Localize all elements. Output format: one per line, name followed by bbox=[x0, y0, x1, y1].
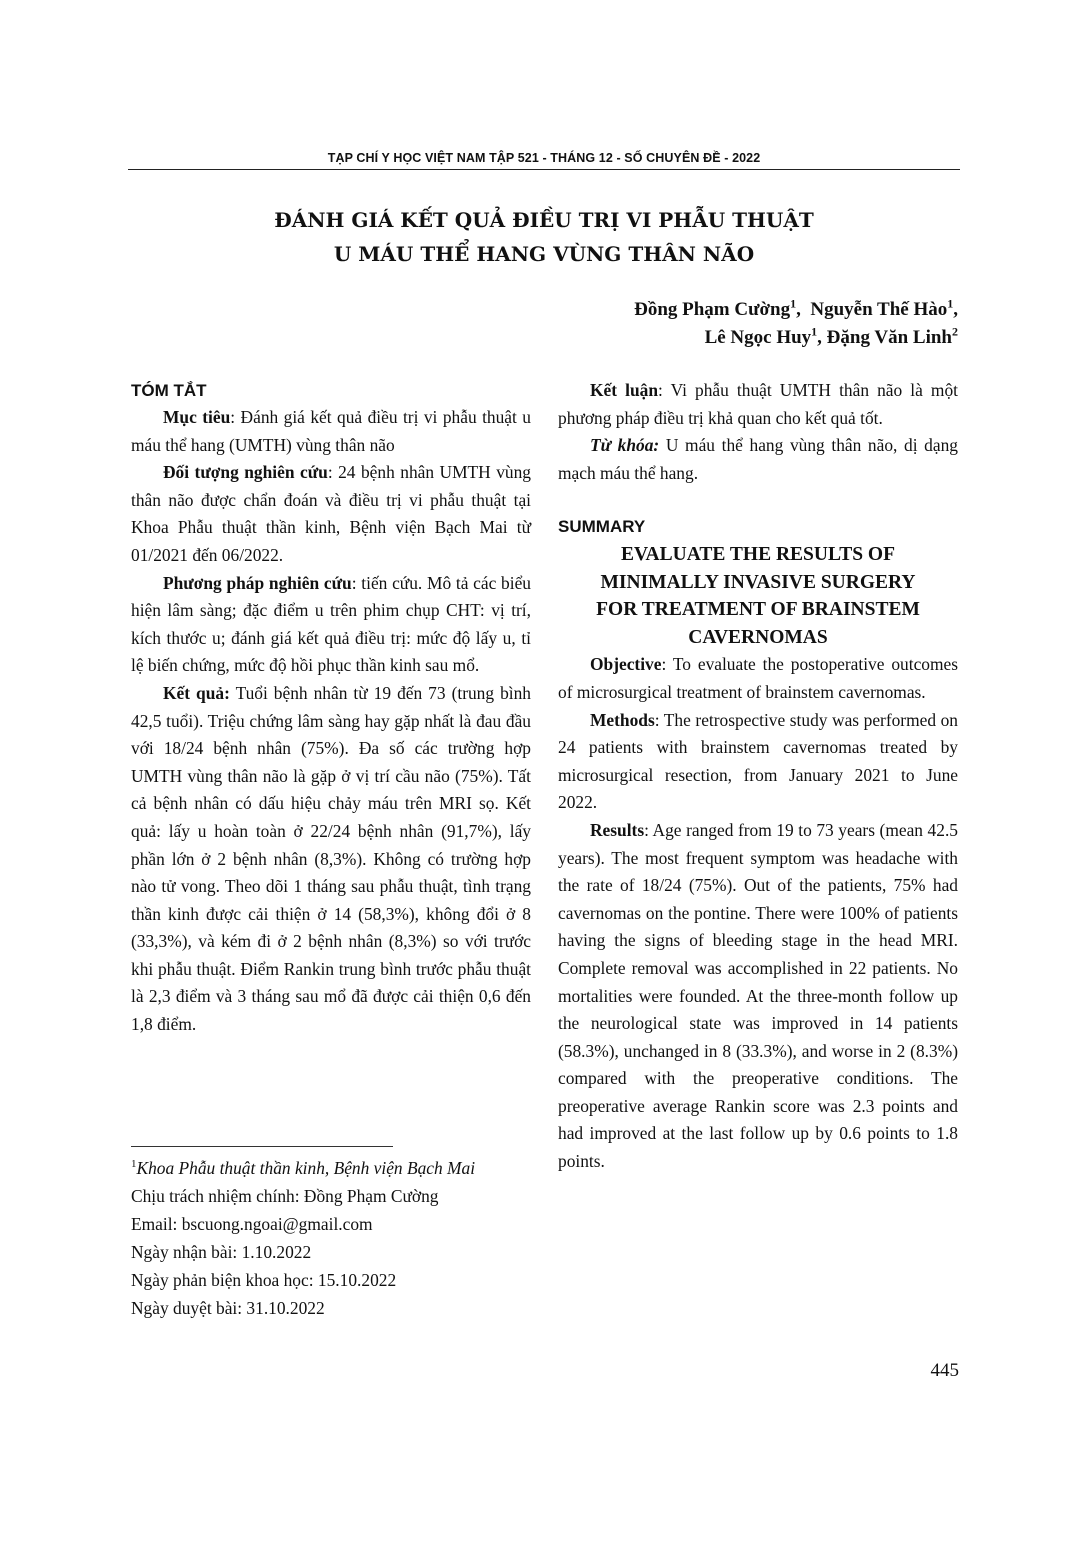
footnote-rule bbox=[131, 1146, 393, 1147]
methods-paragraph bbox=[131, 570, 531, 680]
methods-text: : tiến cứu. Mô tả các biểu hiện lâm sàng; đặc điểm u trên phim chụp CHT: vị trí, kích thước u; đánh giá kết quả điều trị: mức độ lấy u, tỉ lệ biến chứng, mức độ hồi phục thần kinh sau mổ. bbox=[131, 572, 531, 676]
approval-date: Ngày duyệt bài: 31.10.2022 bbox=[131, 1298, 325, 1318]
review-date: Ngày phản biện khoa học: 15.10.2022 bbox=[131, 1270, 397, 1290]
received-date: Ngày nhận bài: 1.10.2022 bbox=[131, 1242, 312, 1262]
conclusion-label: Kết luận bbox=[590, 380, 658, 400]
responsible-author: Chịu trách nhiệm chính: Đồng Phạm Cường bbox=[131, 1186, 439, 1206]
author-name: Nguyễn Thế Hào bbox=[810, 299, 948, 320]
methods-en-text: : The retrospective study was performed on 24 patients with brainstem cavernomas treated by microsurgical resection, from January 2021 to June 2022. bbox=[558, 709, 958, 813]
summary-title-line: EVALUATE THE RESULTS OF bbox=[620, 544, 895, 566]
author-name: Lê Ngọc Huy bbox=[704, 327, 812, 348]
article-title bbox=[128, 203, 960, 271]
objective-paragraph bbox=[131, 404, 531, 459]
summary-title-line: CAVERNOMAS bbox=[688, 626, 828, 648]
affiliation-text: Khoa Phẫu thuật thần kinh, Bệnh viện Bạch Mai bbox=[136, 1158, 476, 1178]
summary-heading: SUMMARY bbox=[558, 517, 646, 537]
objective-en-paragraph bbox=[558, 651, 958, 706]
summary-title bbox=[558, 541, 958, 651]
methods-label: Phương pháp nghiên cứu bbox=[163, 572, 352, 593]
results-paragraph bbox=[131, 680, 531, 1039]
objective-en-text: : To evaluate the postoperative outcomes of microsurgical treatment of brainstem cavernomas. bbox=[558, 654, 958, 702]
keywords-text: U máu thể hang vùng thân não, dị dạng mạch máu thể hang. bbox=[558, 435, 958, 483]
affiliation-note bbox=[131, 1154, 551, 1182]
affiliation-note-mark: 1 bbox=[131, 1158, 137, 1171]
methods-en-paragraph bbox=[558, 707, 958, 817]
conclusion-paragraph bbox=[558, 377, 958, 432]
affiliation-mark: 1 bbox=[790, 296, 797, 311]
header-rule bbox=[128, 169, 960, 170]
subjects-paragraph bbox=[131, 459, 531, 569]
title-line-2: U MÁU THỂ HANG VÙNG THÂN NÃO bbox=[333, 242, 755, 266]
author-name: Đặng Văn Linh bbox=[826, 327, 952, 348]
keywords-paragraph bbox=[558, 432, 958, 487]
results-text: Tuổi bệnh nhân từ 19 đến 73 (trung bình 42,5 tuổi). Triệu chứng lâm sàng hay gặp nhất là đau đầu với 18/24 bệnh nhân (75%). Đa số các trường hợp UMTH vùng thân não là gặp ở vị trí cầu não (75%). Tất cả bệnh nhân có dấu hiệu chảy máu trên MRI sọ. Kết quả: lấy u hoàn toàn ở 22/24 bệnh nhân (91,7%), lấy phần lớn ở 2 bệnh nhân (8,3%). Không có trường hợp nào tử vong. Theo dõi 1 tháng sau phẫu thuật, tình trạng thần kinh được cải thiện ở 14 (58,3%), không đổi ở 8 (33,3%), và kém đi ở 2 bệnh nhân (8,3%) so với trước khi phẫu thuật. Điểm Rankin trung bình trước phẫu thuật là 2,3 điểm và 3 tháng sau mổ đã được cải thiện 0,6 đến 1,8 điểm. bbox=[131, 682, 531, 1035]
affiliation-mark: 2 bbox=[952, 324, 958, 339]
author-name: Đồng Phạm Cường bbox=[634, 299, 791, 320]
results-en-paragraph bbox=[558, 817, 958, 1176]
page-number: 445 bbox=[930, 1360, 959, 1381]
keywords-label: Từ khóa: bbox=[590, 435, 660, 456]
affiliation-mark: 1 bbox=[947, 296, 954, 311]
summary-title-line: FOR TREATMENT OF BRAINSTEM bbox=[596, 599, 920, 621]
title-line-1: ĐÁNH GIÁ KẾT QUẢ ĐIỀU TRỊ VI PHẪU THUẬT bbox=[274, 208, 814, 232]
results-en-label: Results bbox=[590, 819, 645, 840]
objective-en-label: Objective bbox=[590, 654, 662, 675]
right-column bbox=[558, 377, 958, 1176]
abstract-vi-column bbox=[131, 381, 531, 1039]
journal-header: TẠP CHÍ Y HỌC VIỆT NAM TẬP 521 - THÁNG 12 - SỐ CHUYÊN ĐỀ - 2022 bbox=[327, 151, 761, 165]
footnotes bbox=[131, 1154, 551, 1322]
author-line-2: Lê Ngọc Huy$^1$, Đặng Văn Linh$^2$ bbox=[704, 324, 958, 348]
affiliation-mark: 1 bbox=[811, 324, 818, 339]
objective-label: Mục tiêu bbox=[163, 407, 231, 427]
subjects-text: : 24 bệnh nhân UMTH vùng thân não được chẩn đoán và điều trị vi phẫu thuật tại Khoa Phẫu thuật thần kinh, Bệnh viện Bạch Mai từ 01/2021 đến 06/2022. bbox=[131, 462, 531, 565]
summary-title-line: MINIMALLY INVASIVE SURGERY bbox=[600, 571, 916, 593]
author-line-1: Đồng Phạm Cường$^1$, Nguyễn Thế Hào$^1$, bbox=[634, 296, 958, 320]
contact-email: Email: bscuong.ngoai@gmail.com bbox=[131, 1214, 373, 1234]
results-en-text: : Age ranged from 19 to 73 years (mean 42.5 years). The most frequent symptom was headache with the rate of 18/24 (75%). Out of the patients, 75% had cavernomas on the pontine. There were 100% of patients having the signs of bleeding stage in the head MRI. Complete removal was accomplished in 22 patients. No mortalities were founded. At the three-month follow up the neurological state was improved in 14 patients (58.3%), unchanged in 8 (33.3%), and worse in 2 (8.3%) compared with the preoperative conditions. The preoperative average Rankin score was 2.3 points and had improved at the last follow up by 0.6 points to 1.8 points. bbox=[558, 819, 958, 1172]
objective-text: : Đánh giá kết quả điều trị vi phẫu thuật u máu thể hang (UMTH) vùng thân não bbox=[131, 407, 531, 455]
results-label: Kết quả: bbox=[163, 682, 230, 703]
methods-en-label: Methods bbox=[590, 709, 655, 730]
abstract-heading: TÓM TẮT bbox=[131, 381, 207, 400]
author-list bbox=[634, 296, 958, 352]
conclusion-text: : Vi phẫu thuật UMTH thân não là một phương pháp điều trị khả quan cho kết quả tốt. bbox=[558, 380, 958, 428]
subjects-label: Đối tượng nghiên cứu bbox=[163, 462, 328, 483]
